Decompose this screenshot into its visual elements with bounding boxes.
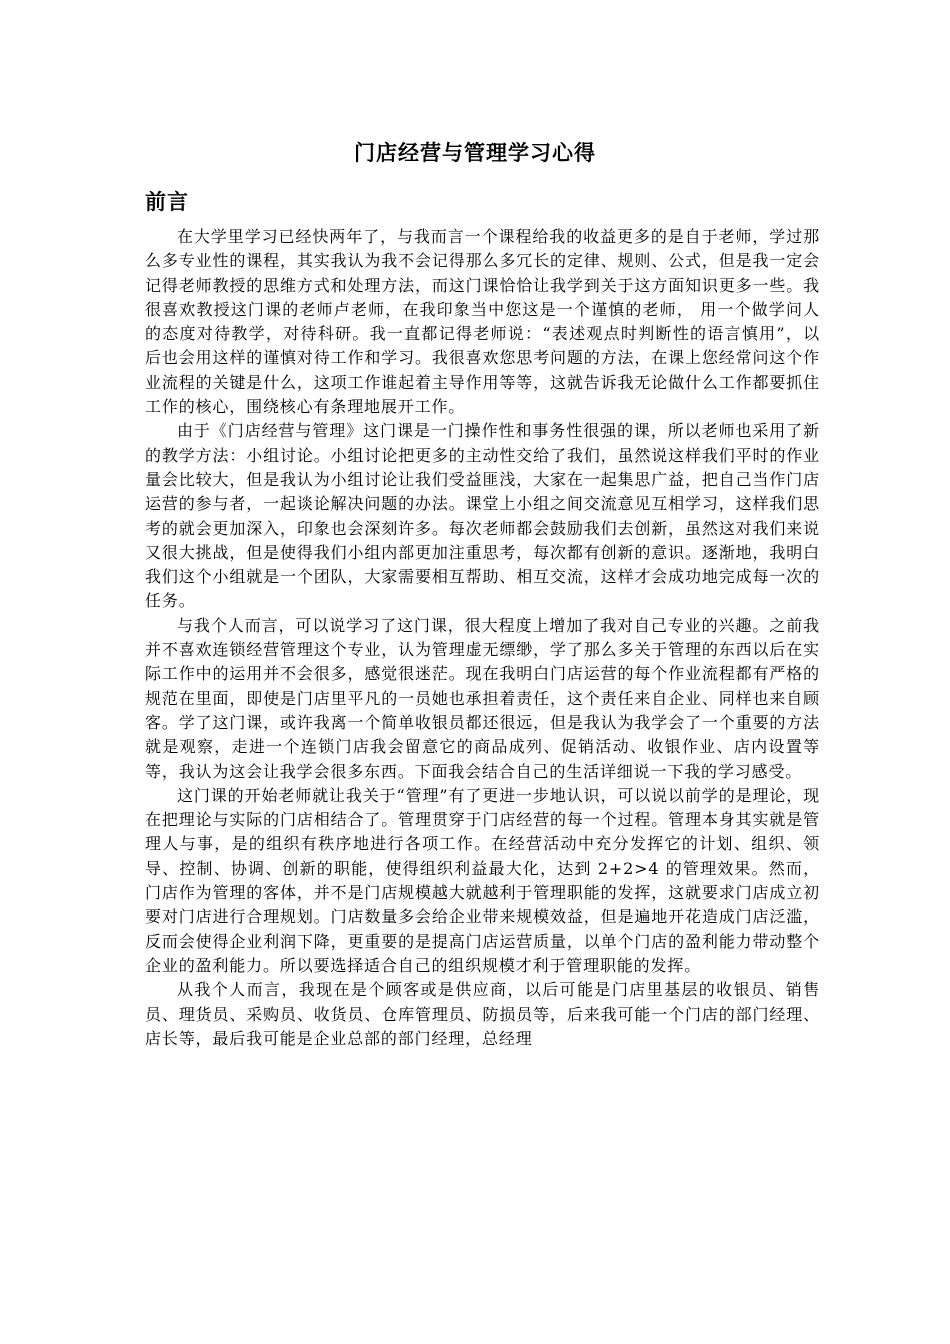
document-title: 门店经营与管理学习心得 [354,140,596,165]
paragraph-5: 从我个人而言，我现在是个顾客或是供应商，以后可能是门店里基层的收银员、销售员、理货员、采购员、收货员、仓库管理员、防损员等，后来我可能一个门店的部门经理、店长等，最后我可能是企业总部的部门经理，总经理 [145,980,820,1048]
paragraph-1: 在大学里学习已经快两年了，与我而言一个课程给我的收益更多的是自于老师，学过那么多专业性的课程，其实我认为我不会记得那么多冗长的定律、规则、公式，但是我一定会记得老师教授的思维方式和处理方法，而这门课恰恰让我学到关于这方面知识更多一些。我很喜欢教授这门课的老师卢老师，在我印象当中您这是一个谨慎的老师， 用一个做学问人的态度对待教学，对待科研。我一直都记得老师说：“表述观点时判断性的语言慎用”，以后也会用这样的谨慎对待工作和学习。我很喜欢您思考问题的方法，在课上您经常问这个作业流程的关键是什么，这项工作谁起着主导作用等等，这就告诉我无论做什么工作都要抓住工作的核心，围绕核心有条理地展开工作。 [145,227,820,417]
paragraph-2: 由于《门店经营与管理》这门课是一门操作性和事务性很强的课，所以老师也采用了新的教学方法：小组讨论。小组讨论把更多的主动性交给了我们，虽然说这样我们平时的作业量会比较大，但是我认为小组讨论让我们受益匪浅，大家在一起集思广益，把自己当作门店运营的参与者，一起谈论解决问题的办法。课堂上小组之间交流意见互相学习，这样我们思考的就会更加深入，印象也会深刻许多。每次老师都会鼓励我们去创新，虽然这对我们来说又很大挑战，但是使得我们小组内部更加注重思考，每次都有创新的意识。逐渐地，我明白我们这个小组就是一个团队，大家需要相互帮助、相互交流，这样才会成功地完成每一次的任务。 [145,421,820,611]
section-heading: 前言 [145,189,189,214]
paragraph-3: 与我个人而言，可以说学习了这门课，很大程度上增加了我对自己专业的兴趣。之前我并不喜欢连锁经营管理这个专业，认为管理虚无缥缈，学了那么多关于管理的东西以后在实际工作中的运用并不会很多，感觉很迷茫。现在我明白门店运营的每个作业流程都有严格的规范在里面，即使是门店里平凡的一员她也承担着责任，这个责任来自企业、同样也来自顾客。学了这门课，或许我离一个简单收银员都还很远，但是我认为我学会了一个重要的方法就是观察，走进一个连锁门店我会留意它的商品成列、促销活动、收银作业、店内设置等等，我认为这会让我学会很多东西。下面我会结合自己的生活详细说一下我的学习感受。 [145,615,820,781]
paragraph-4: 这门课的开始老师就让我关于“管理”有了更进一步地认识，可以说以前学的是理论，现在把理论与实际的门店相结合了。管理贯穿于门店经营的每一个过程。管理本身其实就是管理人与事，是的组织有秩序地进行各项工作。在经营活动中充分发挥它的计划、组织、领导、控制、协调、创新的职能，使得组织利益最大化，达到 2+2>4 的管理效果。然而，门店作为管理的客体，并不是门店规模越大就越利于管理职能的发挥，这就要求门店成立初要对门店进行合理规划。门店数量多会给企业带来规模效益，但是遍地开花造成门店泛滥，反而会使得企业利润下降，更重要的是提高门店运营质量，以单个门店的盈利能力带动整个企业的盈利能力。所以要选择适合自己的组织规模才利于管理职能的发挥。 [145,785,820,975]
document-body [145,225,820,1051]
